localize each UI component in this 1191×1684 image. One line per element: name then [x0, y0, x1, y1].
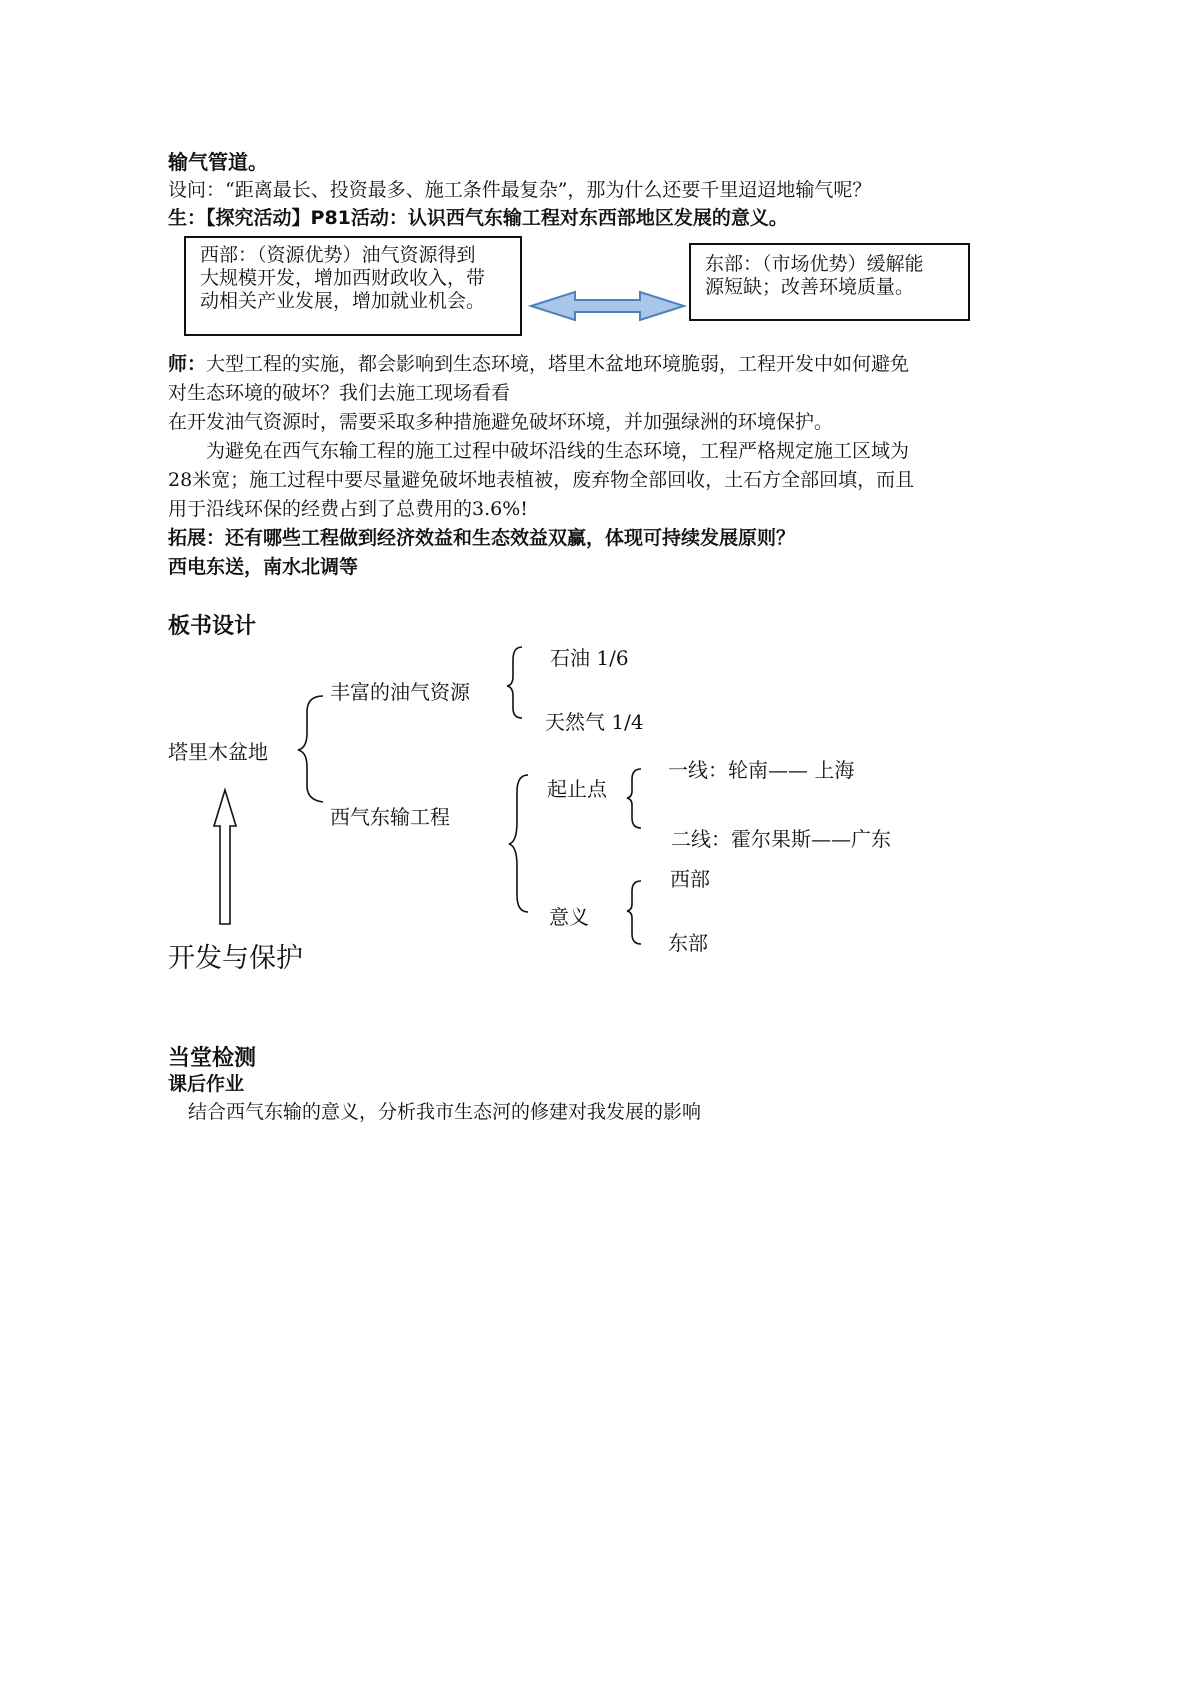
paragraph-line-2: 28米宽；施工过程中要尽量避免破坏地表植被，废弃物全部回收，土石方全部回填，而且	[168, 469, 915, 491]
board-gas: 天然气 1/4	[545, 710, 644, 734]
board-significance: 意义	[549, 905, 589, 929]
board-branch-resources: 丰富的油气资源	[330, 680, 470, 704]
board-oil: 石油 1/6	[550, 646, 629, 670]
teacher-prefix: 师：	[168, 353, 207, 375]
board-root: 塔里木盆地	[168, 740, 268, 764]
teacher-line-2: 对生态环境的破坏？我们去施工现场看看	[168, 382, 511, 404]
west-box-line-3: 动相关产业发展，增加就业机会。	[200, 290, 486, 312]
paragraph-line-1: 为避免在西气东输工程的施工过程中破坏沿线的生态环境，工程严格规定施工区域为	[206, 440, 910, 462]
board-line-two: 二线：霍尔果斯——广东	[671, 827, 891, 851]
double-arrow-icon	[531, 292, 684, 320]
brace-endpoints	[627, 769, 641, 828]
board-branch-project: 西气东输工程	[330, 805, 450, 829]
board-west: 西部	[670, 867, 710, 891]
paragraph-line-3: 用于沿线环保的经费占到了总费用的3.6%!	[168, 498, 528, 520]
brace-significance	[627, 881, 641, 944]
up-arrow-icon	[214, 790, 236, 924]
homework-label: 课后作业	[168, 1073, 245, 1095]
brace-project	[509, 775, 528, 912]
brace-main	[298, 696, 323, 802]
east-box-line-2: 源短缺；改善环境质量。	[705, 276, 915, 298]
board-endpoints: 起止点	[547, 777, 607, 801]
board-line-one: 一线：轮南—— 上海	[668, 758, 855, 782]
board-east: 东部	[668, 931, 708, 955]
east-box-line-1: 东部：（市场优势）缓解能	[705, 253, 924, 275]
board-bottom: 开发与保护	[168, 943, 303, 974]
homework-text: 结合西气东输的意义，分析我市生态河的修建对我发展的影响	[188, 1101, 702, 1123]
brace-resources	[507, 647, 522, 718]
teacher-line-1-text: 大型工程的实施，都会影响到生态环境，塔里木盆地环境脆弱，工程开发中如何避免	[206, 353, 910, 375]
activity-text: 【探究活动】P81活动：认识西气东输工程对东西部地区发展的意义。	[206, 207, 788, 229]
board-heading: 板书设计	[168, 614, 257, 639]
west-box-line-2: 大规模开发，增加西财政收入，带	[200, 267, 486, 289]
extension-question: 拓展：还有哪些工程做到经济效益和生态效益双赢，体现可持续发展原则？	[168, 527, 796, 549]
section-tail-title: 输气管道。	[168, 150, 268, 174]
extension-answer: 西电东送，南水北调等	[168, 556, 359, 578]
activity-prefix: 生：	[168, 207, 207, 229]
test-heading: 当堂检测	[168, 1046, 257, 1071]
question-line: 设问：“距离最长、投资最多、施工条件最复杂”，那为什么还要千里迢迢地输气呢？	[168, 179, 872, 201]
teacher-line-1	[168, 352, 909, 376]
west-box-line-1: 西部：（资源优势）油气资源得到	[200, 244, 476, 266]
teacher-line-3: 在开发油气资源时，需要采取多种措施避免破坏环境，并加强绿洲的环境保护。	[168, 411, 834, 433]
